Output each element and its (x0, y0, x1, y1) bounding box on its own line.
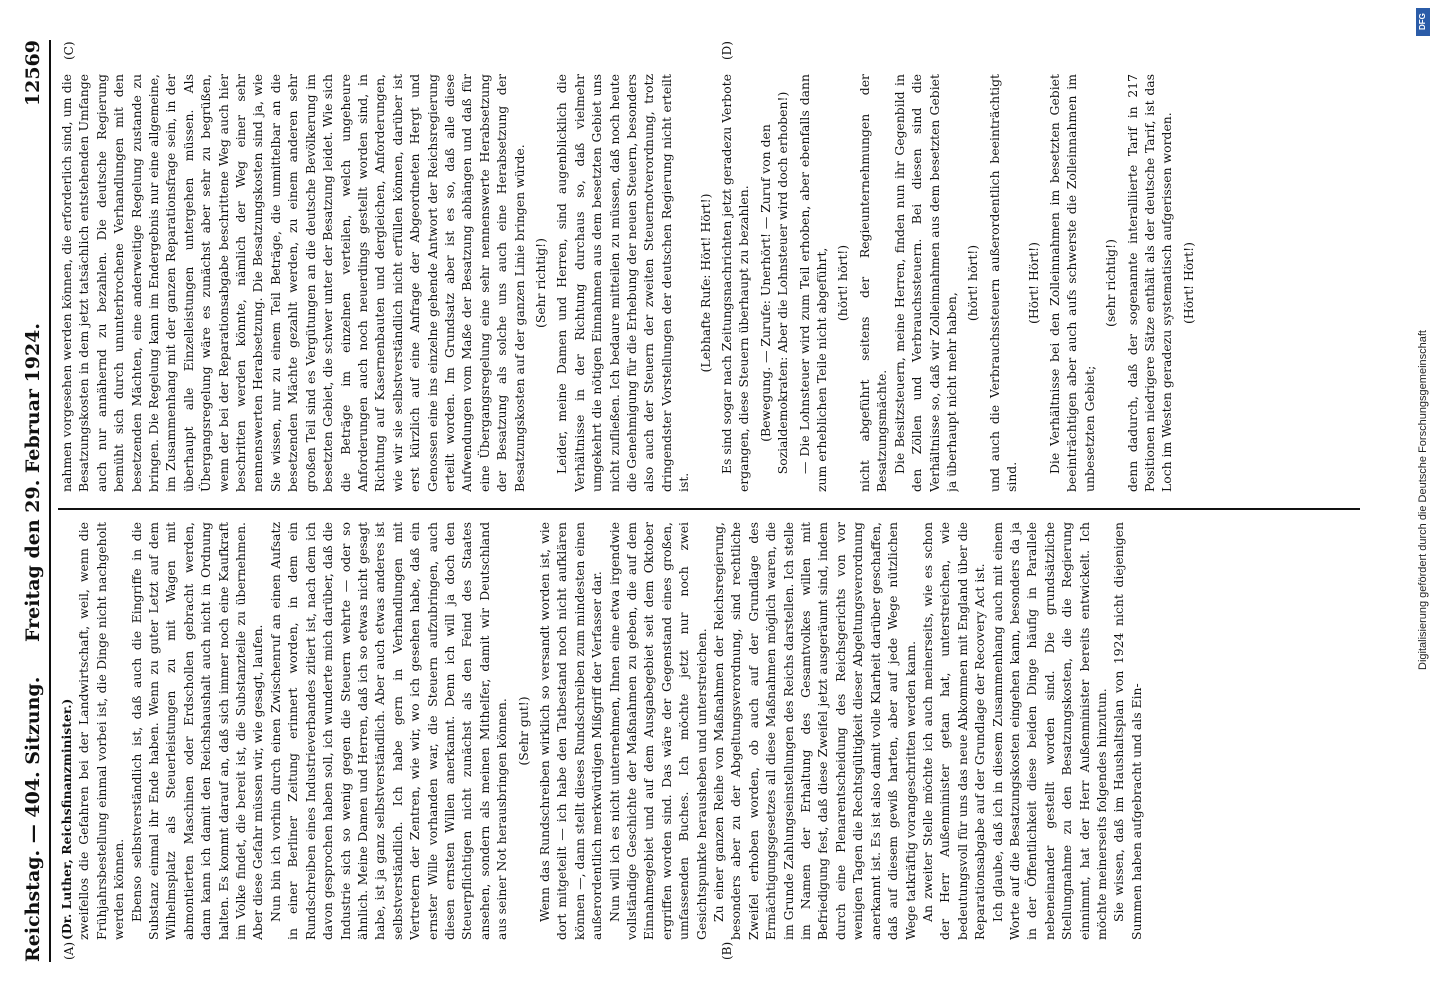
header-rule (49, 40, 51, 962)
left-column (58, 522, 1360, 940)
paragraph: An zweiter Stelle möchte ich auch meinerseits, wie es schon der Herr Außenminister getan hat, unterstreichen, wie bedeutungsvoll für uns das neue Abkommen mit England über die Reparationsabgabe auf der Grundlage der Recovery Act ist. (919, 522, 988, 940)
interjection: (Lebhafte Rufe: Hört! Hört!) (697, 193, 713, 373)
paragraph: und auch die Verbrauchssteuern außerordentlich beeinträchtigt sind. (986, 74, 1020, 492)
column-divider (58, 509, 1360, 511)
digitization-note: Digitalisierung gefördert durch die Deutsche Forschungsgemeinschaft (1417, 330, 1429, 670)
paragraph: Nun will ich es nicht unternehmen, Ihnen eine etwa irgendwie vollständige Geschichte der Maßnahmen zu geben, die auf dem Einnahmegebiet und auf dem Ausgabegebiet seit dem Oktober ergriffen worden sind. Das wäre der Gegenstand eines großen, umfassenden Buches. Ich möchte jetzt nur noch zwei Gesichtspunkte herausheben und unterstreichen. (606, 522, 709, 940)
margin-marker-c: (C) (62, 41, 76, 60)
interjection: (Hört! Hört!) (1025, 242, 1041, 324)
page-number: 12569 (22, 40, 44, 107)
margin-marker-a: (A) (62, 941, 76, 960)
dfg-logo: DFG (1416, 8, 1430, 36)
paragraph: — Die Lohnsteuer wird zum Teil erhoben, aber ebenfalls dann zum erheblichen Teile nicht abgeführt, (796, 74, 830, 492)
interjection: (sehr richtig!) (1103, 239, 1119, 327)
margin-marker-d: (D) (720, 41, 734, 60)
interjection: (hört! hört!) (965, 244, 981, 322)
digitization-sideline (1412, 0, 1434, 1000)
header-date: Freitag den 29. Februar 1924. (22, 322, 44, 642)
paragraph: denn dadurch, daß der sogenannte interalliierte Tarif in 217 Positionen niedrigere Sätze enthält als der deutsche Tarif, ist das Loch im Westen geradezu systematisch aufgerissen worden. (1124, 74, 1175, 492)
paragraph: Wenn das Rundschreiben wirklich so versandt worden ist, wie dort mitgeteilt — ich habe den Tatbestand noch nicht aufklären können —, dann stellt dieses Rundschreiben zum mindesten einen außerordentlich merkwürdigen Mißgriff der Verfasser dar. (536, 522, 605, 940)
header-session: Reichstag. — 404. Sitzung. (22, 676, 44, 962)
interjection: (Bewegung. — Zurufe: Unerhört! — Zuruf von den Sozialdemokraten: Aber die Lohnsteuer wird doch erhoben!) (757, 91, 791, 475)
paragraph: Die Verhältnisse bei den Zolleinnahmen im besetzten Gebiet beeinträchtigen aber auch aufs schwerste die Zolleinnahmen im unbesetzten Gebiet; (1046, 74, 1097, 492)
speaker-label: (Dr. Luther, Reichsfinanzminister.) (59, 698, 74, 940)
page-header (8, 40, 48, 962)
paragraph: zweifellos die Gefahren bei der Landwirtschaft, weil, wenn die Frühjahrsbestellung einmal vorbei ist, die Dinge nicht nachgeholt werden können. (76, 522, 127, 940)
paragraph: nahmen vorgesehen werden können, die erforderlich sind, um die Besatzungskosten in dem jetzt tatsächlich entstehenden Umfange auch nur annähernd zu bezahlen. Die deutsche Regierung bemüht sich durch ununterbrochene Verhandlungen mit den besetzenden Mächten, eine anderweitige Regelung zustande zu bringen. Die Regelung kann im Endergebnis nur eine allgemeine, im Zusammenhang mit der ganzen Reparationsfrage sein, in der überhaupt alle Einzelleistungen untergehen müssen. Als Übergangsregelung wäre es zunächst aber sehr zu begrüßen, wenn der bei der Reparationsabgabe beschrittene Weg auch hier beschritten werden könnte, nämlich der Weg einer sehr nennenswerten Herabsetzung. Die Besatzungskosten sind ja, wie Sie wissen, nur zu einem Teil Beträge, die unmittelbar an die besetzenden Mächte gezahlt werden, zu einem anderen sehr großen Teil sind es Vergütungen an die deutsche Bevölkerung im besetzten Gebiet, die schwer unter der Besatzung leidet. Wie sich die Beträge im einzelnen verteilen, welch ungeheure Anforderungen auch noch neuerdings gestellt worden sind, in Richtung auf Kasernenbauten und dergleichen, Anforderungen, wie wir sie selbstverständlich nicht erfüllen können, darüber ist erst kürzlich auf eine Anfrage der Abgeordneten Hergt und Genossen eine ins einzelne gehende Antwort der Reichsregierung erteilt worden. Im Grundsatz aber ist es so, daß alle diese Aufwendungen vom Maße der Besatzung abhängen und daß für eine Übergangsregelung eine sehr nennenswerte Herabsetzung der Besatzung als solche uns auch eine Herabsetzung der Besatzungskosten auf der ganzen Linie bringen würde. (59, 74, 527, 492)
paragraph: Ebenso selbstverständlich ist, daß auch die Eingriffe in die Substanz einmal ihr Ende haben. Wenn zu guter Letzt auf dem Wilhelmsplatz als Steuerleistungen zu mit Wagen mit abmontierten Maschinen oder Erdschollen gebracht werden, dann kann ich damit den Reichshaushalt auch nicht in Ordnung halten. Es kommt darauf an, daß sich immer noch eine Kaufkraft im Volke findet, die bereit ist, die Substanzteile zu übernehmen. Aber diese Gefahr müssen wir, wie gesagt, laufen. (128, 522, 266, 940)
paragraph: Nun bin ich vorhin durch einen Zwischenruf an einen Aufsatz in einer Berliner Zeitung erinnert worden, in dem ein Rundschreiben eines Industrieverbandes zitiert ist, nach dem ich davon gesprochen haben soll, ich wunderte mich darüber, daß die Industrie sich so wenig gegen die Steuern wehrte — oder so ähnlich. Meine Damen und Herren, daß ich so etwas nicht gesagt habe, ist ja ganz selbstverständlich. Aber auch etwas anderes ist selbstverständlich. Ich habe gern in Verhandlungen mit Vertretern der Zentren, wie wir, wo ich gesehen habe, daß ein ernster Wille vorhanden war, die Steuern aufzubringen, auch diesen ernsten Willen anerkannt. Denn ich will ja doch den Steuerpflichtigen nicht zunächst als den Feind des Staates ansehen, sondern als meinen Mithelfer, damit wir Deutschland aus seiner Not herausbringen können. (267, 522, 510, 940)
right-column (58, 74, 1360, 492)
interjection: (Hört! Hört!) (1180, 242, 1196, 324)
paragraph: Sie wissen, daß im Haushaltsplan von 1924 nicht diejenigen Summen haben aufgebracht und als Ein- (1111, 522, 1144, 940)
margin-marker-b: (B) (720, 941, 734, 960)
paragraph: Es sind sogar nach Zeitungsnachrichten jetzt geradezu Verbote ergangen, diese Steuern überhaupt zu bezahlen. (719, 74, 752, 492)
interjection: (Sehr gut!) (515, 696, 531, 766)
interjection: (Sehr richtig!) (532, 238, 548, 328)
paragraph: Leider, meine Damen und Herren, sind augenblicklich die Verhältnisse in der Richtung durchaus so, daß vielmehr umgekehrt die nötigen Einnahmen aus dem besetzten Gebiet uns nicht zufließen. Ich bedaure mitteilen zu müssen, daß noch heute die Genehmigung für die Erhebung der neuen Steuern, besonders also auch der Steuern der zweiten Steuernotverordnung, trotz dringendster Vorstellungen der deutschen Regierung nicht erteilt ist. (554, 74, 692, 492)
paragraph: Die Besitzsteuern, meine Herren, finden nun ihr Gegenbild in den Zöllen und Verbrauchssteuern. Bei diesen sind die Verhältnisse so, daß wir Zolleinnahmen aus dem besetzten Gebiet ja überhaupt nicht mehr haben, (891, 74, 959, 492)
paragraph: Ich glaube, daß ich in diesem Zusammenhang auch mit einem Worte auf die Besatzungskosten eingehen kann, besonders da ja in der Öffentlichkeit diese beiden Dinge häufig in Parallele nebeneinander gestellt worden sind. Die grundsätzliche Stellungnahme zu den Besatzungskosten, die die Regierung einnimmt, hat der Herr Außenminister bereits entwickelt. Ich möchte meinerseits folgendes hinzutun. (989, 522, 1109, 940)
paragraph: Zu einer ganzen Reihe von Maßnahmen der Reichsregierung, besonders aber zu der Abgeltungsverordnung, sind rechtliche Zweifel erhoben worden, ob auch auf der Grundlage des Ermächtigungsgesetzes all diese Maßnahmen möglich waren, die im Grunde Zahlungseinstellungen des Reichs darstellen. Ich stelle im Namen der Erhaltung des Gesamtvolkes willen mit Befriedigung fest, daß diese Zweifel jetzt ausgeräumt sind, indem durch eine Plenarentscheidung des Reichsgerichts von vor wenigen Tagen die Rechtsgültigkeit dieser Abgeltungsverordnung anerkannt ist. Es ist also damit volle Klarheit darüber geschaffen, daß auf diesem gewiß harten, aber auf jede Wege nützlichen Wege tatkräftig vorangeschritten werden kann. (711, 522, 918, 940)
interjection: (hört! hört!) (835, 244, 851, 322)
paragraph: nicht abgeführt seitens der Regieunternehmungen der Besatzungsmächte. (856, 74, 890, 492)
